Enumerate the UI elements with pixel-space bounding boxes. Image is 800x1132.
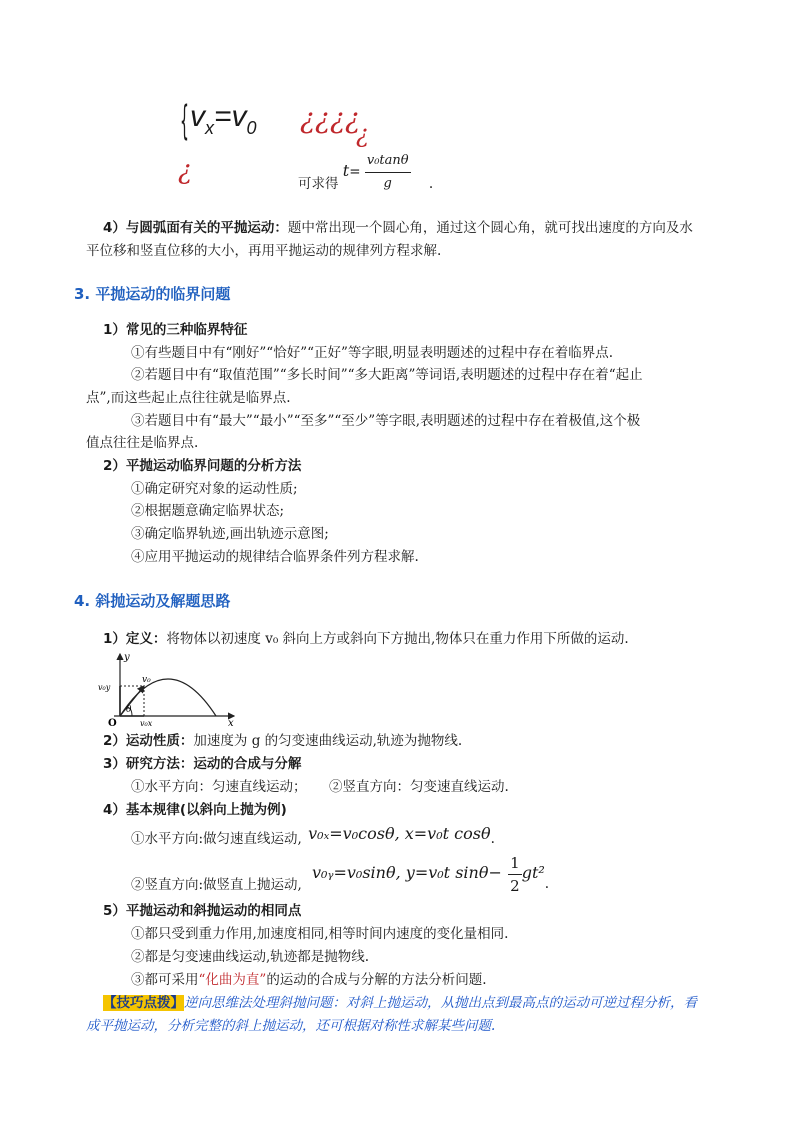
same3-highlight: “化曲为直”	[198, 972, 267, 988]
section3-s1: ①确定研究对象的运动性质;	[131, 481, 298, 497]
item4-line1	[103, 217, 693, 239]
garbled-chars: ¿¿¿¿	[300, 102, 361, 135]
section3-s2: ②根据题意确定临界状态;	[131, 503, 285, 519]
y-axis-label: y	[124, 652, 130, 663]
nature-text: 加速度为 g 的匀变速曲线运动,轨迹为抛物线.	[193, 733, 463, 749]
item4-text-line1: 题中常出现一个圆心角，通过这个圆心角，就可找出速度的方向及水	[287, 220, 693, 236]
x-axis-label: x	[228, 718, 234, 729]
section4-method-v: ②竖直方向：匀变速直线运动.	[329, 779, 509, 795]
garbled-char-low: ¿	[178, 156, 192, 186]
section3-p3b: 值点往往是临界点.	[86, 435, 199, 451]
garbled-char-tail: ¿	[356, 120, 369, 148]
definition-text: 将物体以初速度 v₀ 斜向上方或斜向下方抛出,物体只在重力作用下所做的运动.	[166, 631, 629, 647]
solve-prefix: 可求得	[298, 176, 339, 192]
same3-suffix: 的运动的合成与分解的方法分析问题.	[266, 972, 487, 988]
tip-line2: 成平抛运动，分析完整的斜上抛运动，还可根据对称性求解某些问题.	[86, 1018, 496, 1034]
section4-law-label: 4）基本规律(以斜向上抛为例)	[103, 802, 287, 818]
section4-heading: 4. 斜抛运动及解题思路	[74, 592, 231, 610]
theta-label: θ	[126, 705, 132, 715]
item4-line2: 平位移和竖直位移的大小，再用平抛运动的规律列方程求解.	[86, 243, 442, 259]
formula-period: .	[428, 176, 434, 192]
t-fraction	[365, 150, 411, 195]
section4-same-label: 5）平抛运动和斜抛运动的相同点	[103, 903, 302, 919]
section3-heading: 3. 平抛运动的临界问题	[74, 285, 231, 303]
origin-label: O	[108, 718, 117, 729]
section4-method-h: ①水平方向：匀速直线运动；	[131, 779, 307, 795]
law-vertical-text: ②竖直方向:做竖直上抛运动,	[131, 877, 302, 893]
law-vertical-fraction	[508, 852, 522, 897]
v0x-label: v₀x	[140, 719, 153, 728]
t-fraction-denominator: g	[383, 176, 392, 191]
law-vertical-tail: gt²	[521, 863, 545, 882]
section3-s4: ④应用平抛运动的规律结合临界条件列方程求解.	[131, 549, 419, 565]
definition-label: 1）定义：	[103, 631, 167, 647]
section4-same2: ②都是匀变速曲线运动,轨迹都是抛物线.	[131, 949, 370, 965]
t-equals: =	[349, 164, 361, 180]
vx-variable: $v_x=v_0$	[190, 100, 257, 138]
section3-sub2: 2）平抛运动临界问题的分析方法	[103, 458, 302, 474]
law-vertical-formula: v₀ᵧ=v₀sinθ, y=v₀t sinθ−	[312, 863, 502, 882]
item4-label: 4）与圆弧面有关的平抛运动：	[103, 220, 288, 236]
law-vertical-fraction-num: 1	[508, 852, 522, 875]
nature-label: 2）运动性质：	[103, 733, 194, 749]
section3-s3: ③确定临界轨迹,画出轨迹示意图;	[131, 526, 329, 542]
section4-same3	[131, 969, 487, 991]
v0-vector	[120, 686, 144, 716]
section3-p3a: ③若题目中有“最大”“最小”“至多”“至少”等字眼,表明题述的过程中存在着极值,这个极	[131, 413, 641, 429]
section4-nature	[103, 730, 462, 752]
section4-definition	[103, 628, 629, 650]
section3-sub1: 1）常见的三种临界特征	[103, 322, 248, 338]
law-vertical-formula-line: v₀ᵧ=v₀sinθ, y=v₀t sinθ− $\frac{1}{2}$ gt².	[312, 854, 550, 895]
law-horizontal-formula: v₀ₓ=v₀cosθ, x=v₀t cosθ	[308, 824, 491, 843]
section3-p1: ①有些题目中有“刚好”“恰好”“正好”等字眼,明显表明题述的过程中存在着临界点.	[131, 345, 613, 361]
brace-symbol: {	[180, 98, 189, 144]
section4-same1: ①都只受到重力作用,加速度相同,相等时间内速度的变化量相同.	[131, 926, 509, 942]
v0-label: v₀	[142, 675, 151, 685]
law-horizontal-line: ①水平方向:做匀速直线运动, v₀ₓ=v₀cosθ, x=v₀t cosθ.	[131, 824, 495, 847]
v0y-label: v₀y	[98, 683, 111, 692]
same3-prefix: ③都可采用	[131, 972, 199, 988]
tip-text-line1: 逆向思维法处理斜抛问题：对斜上抛运动，从抛出点到最高点的运动可逆过程分析，看	[184, 995, 697, 1011]
t-variable: t	[342, 161, 350, 180]
section3-p2a: ②若题目中有“取值范围”“多长时间”“多大距离”等词语,表明题述的过程中存在着“起止	[131, 367, 643, 383]
tip-label: 【技巧点拨】	[103, 995, 184, 1011]
tip-line1	[103, 992, 697, 1014]
section3-p2b: 点”,而这些起止点往往就是临界点.	[86, 390, 291, 406]
law-horizontal-text: ①水平方向:做匀速直线运动,	[131, 831, 302, 847]
law-vertical-fraction-den: 2	[510, 877, 520, 895]
section4-method-label: 3）研究方法：运动的合成与分解	[103, 756, 302, 772]
t-fraction-numerator: v₀tanθ	[365, 150, 411, 173]
solve-t-line	[298, 150, 433, 200]
projectile-diagram	[96, 650, 246, 730]
